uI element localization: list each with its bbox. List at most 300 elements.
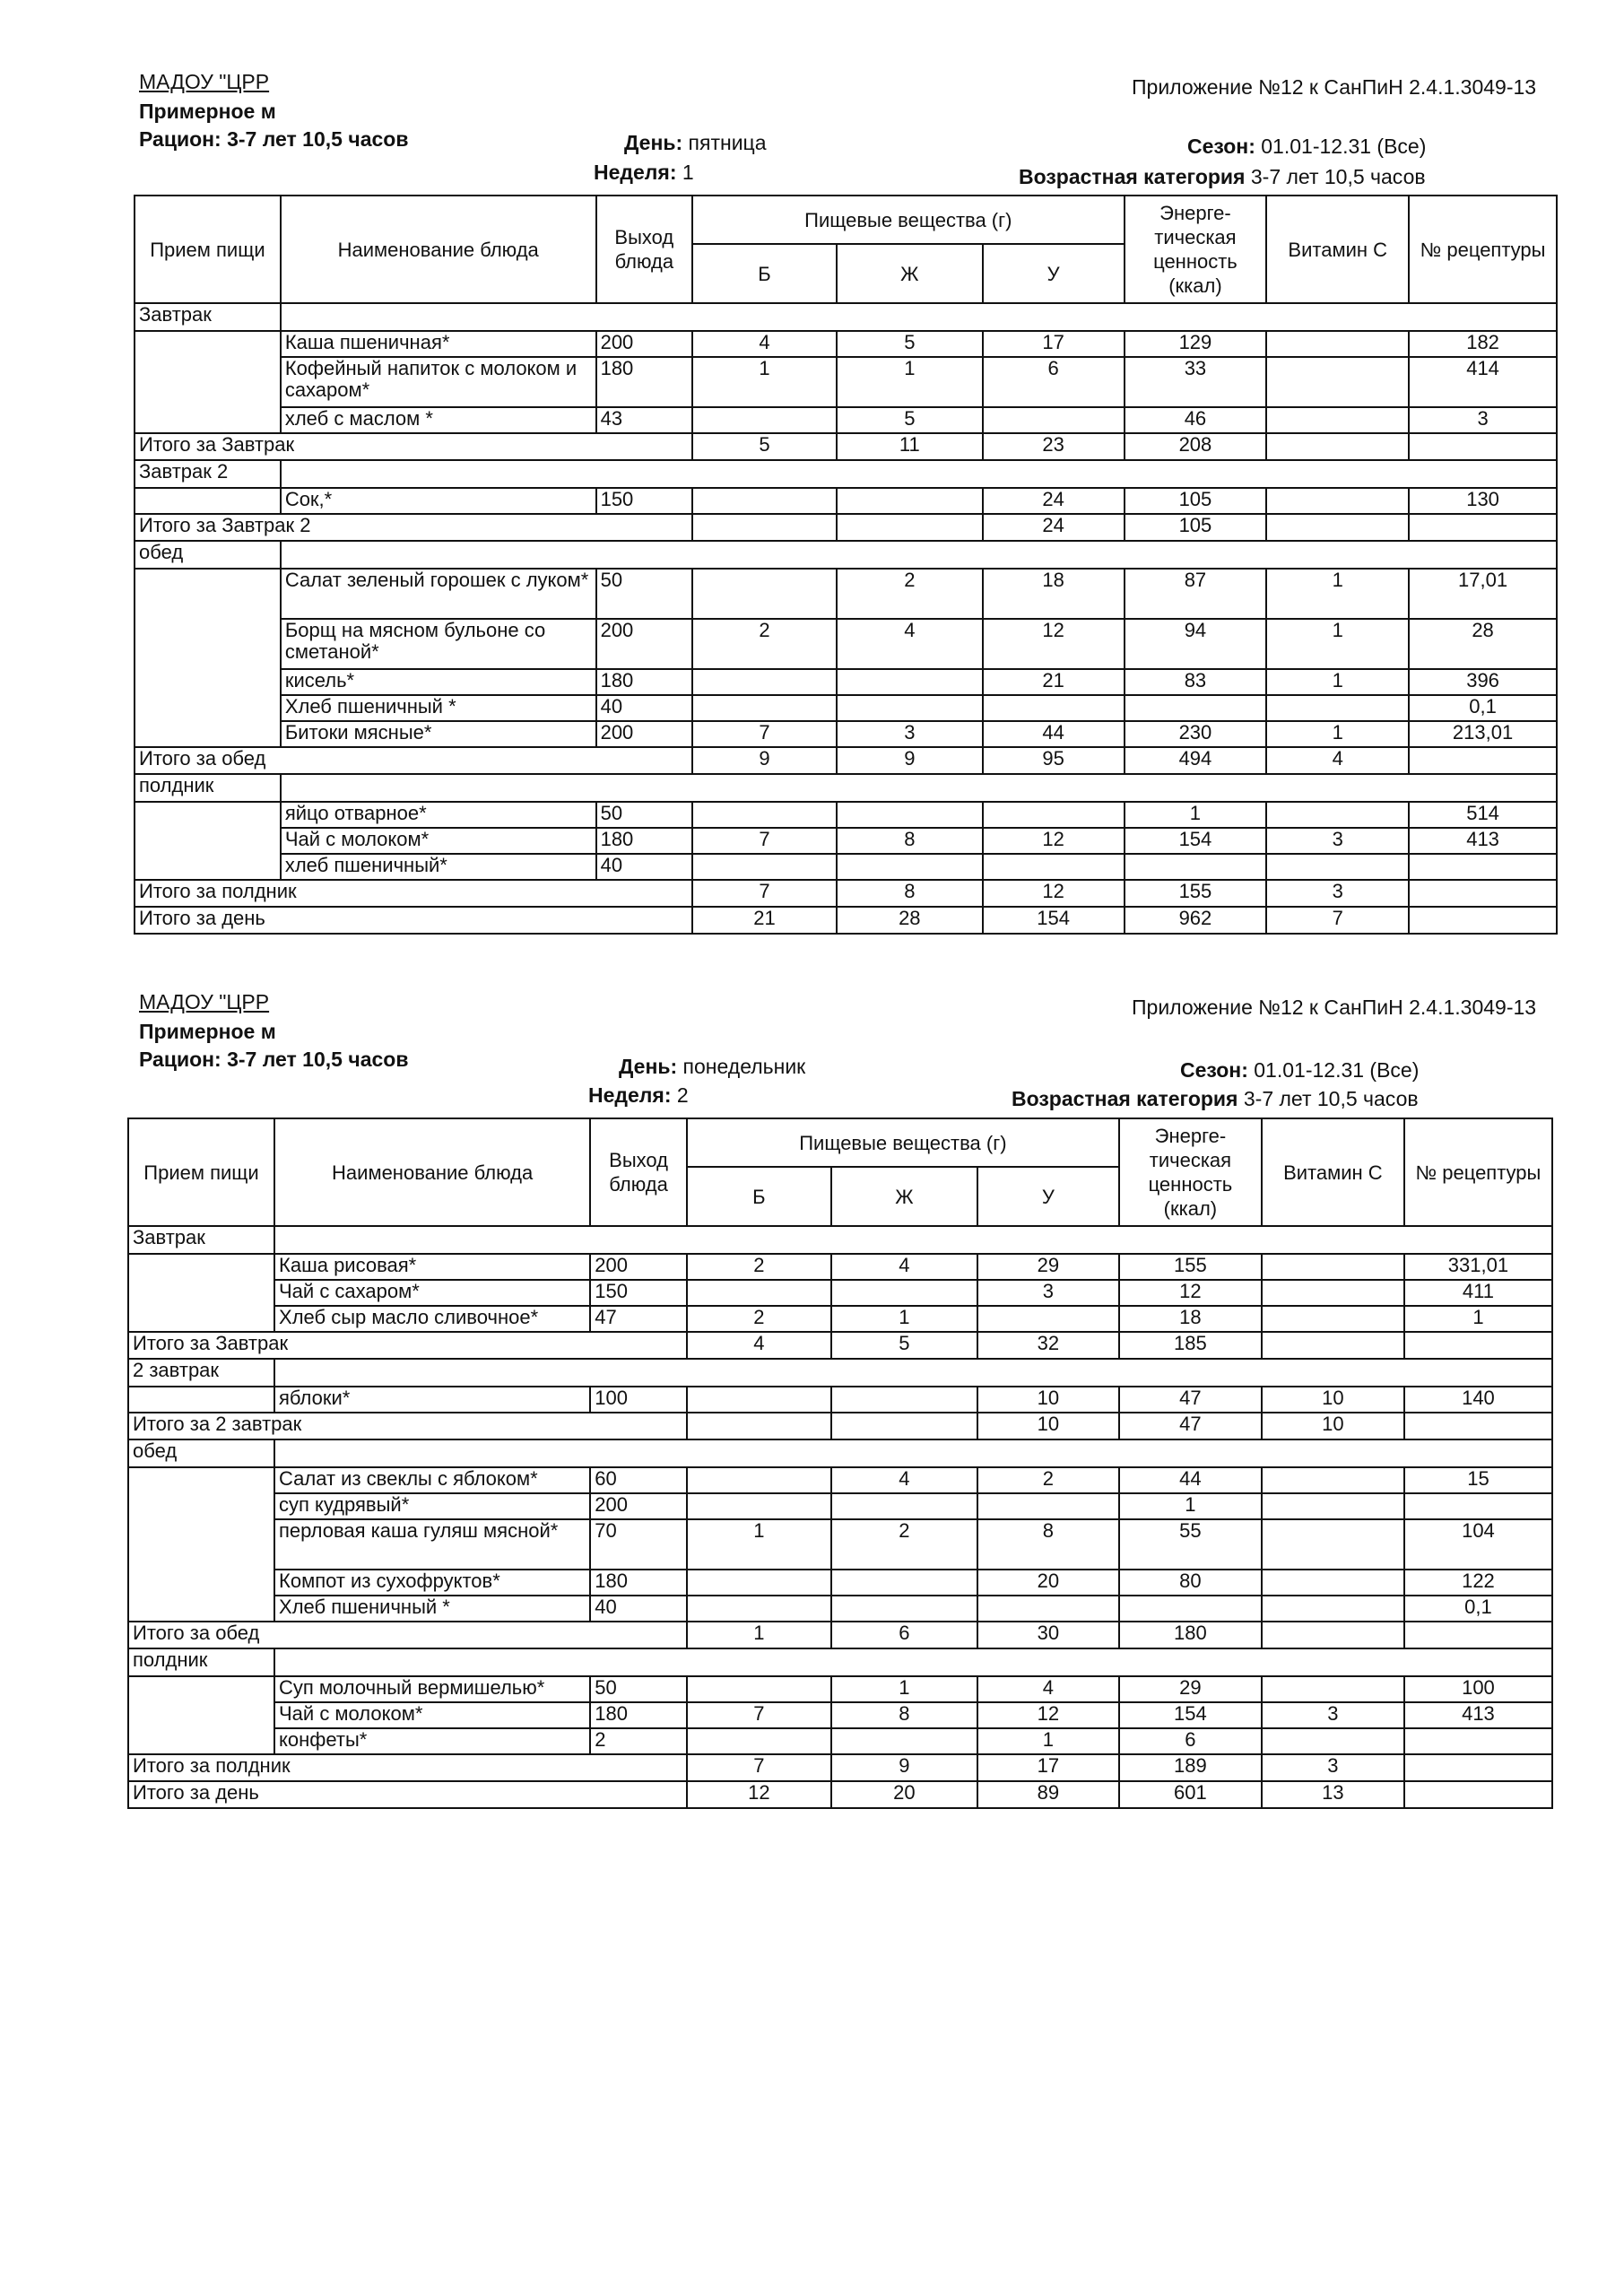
age-category-field: Возрастная категория 3-7 лет 10,5 часов [1012,1087,1419,1110]
dish-carbohydrate: 12 [977,1702,1119,1728]
dish-recipe-number: 28 [1409,619,1557,669]
dish-carbohydrate: 21 [983,669,1125,695]
meal-spacer [274,1439,1552,1467]
dish-yield: 180 [590,1570,687,1596]
dish-recipe-number: 514 [1409,802,1557,828]
dish-yield: 200 [596,331,693,357]
dish-name: Чай с молоком* [281,828,596,854]
dish-yield: 200 [590,1254,687,1280]
dish-fat: 2 [837,569,983,619]
meal-column-blank [128,1728,274,1754]
dish-recipe-number: 213,01 [1409,721,1557,747]
meal-section-row [128,1439,1552,1467]
dish-yield: 100 [590,1387,687,1413]
total-recipe-number [1404,1754,1552,1781]
dish-energy: 230 [1125,721,1267,747]
dish-protein: 1 [687,1519,831,1570]
total-row [135,880,1557,907]
header-vitamin-c: Витамин С [1266,196,1409,303]
dish-yield: 43 [596,407,693,433]
dish-row [135,619,1557,669]
total-carbohydrate: 32 [977,1332,1119,1359]
total-carbohydrate: 23 [983,433,1125,460]
meal-column-blank [135,619,281,669]
dish-protein [692,669,837,695]
day-value: пятница [688,131,767,154]
menu-table [127,1118,1553,1809]
total-fat: 20 [831,1781,977,1808]
total-vitamin-c: 3 [1266,880,1409,907]
dish-protein [687,1280,831,1306]
dish-yield: 70 [590,1519,687,1570]
dish-name: яблоки* [274,1387,590,1413]
dish-carbohydrate [983,802,1125,828]
dish-yield: 150 [596,488,693,514]
header-row [128,1118,1552,1167]
total-protein: 12 [687,1781,831,1808]
dish-protein [692,569,837,619]
dish-row [128,1596,1552,1622]
total-protein: 4 [687,1332,831,1359]
dish-row [135,721,1557,747]
dish-yield: 40 [590,1596,687,1622]
dish-carbohydrate: 12 [983,619,1125,669]
dish-carbohydrate [977,1493,1119,1519]
dish-recipe-number: 122 [1404,1570,1552,1596]
meal-column-blank [128,1306,274,1332]
dish-name: хлеб пшеничный* [281,854,596,880]
dish-protein [692,854,837,880]
dish-row [128,1493,1552,1519]
dish-yield: 50 [596,569,693,619]
meal-spacer [274,1359,1552,1387]
dish-vitamin-c [1262,1570,1404,1596]
dish-row [128,1254,1552,1280]
dish-energy: 1 [1125,802,1267,828]
header-energy: Энерге-тическая ценность (ккал) [1125,196,1267,303]
dish-protein [692,488,837,514]
dish-name: Чай с сахаром* [274,1280,590,1306]
age-category-value: 3-7 лет 10,5 часов [1243,1087,1419,1110]
dish-vitamin-c [1262,1519,1404,1570]
total-vitamin-c: 10 [1262,1413,1404,1439]
meal-spacer [281,541,1557,569]
dish-protein [687,1676,831,1702]
dish-protein [687,1387,831,1413]
header-yield: Выход блюда [596,196,693,303]
total-fat: 11 [837,433,983,460]
dish-fat: 5 [837,331,983,357]
dish-recipe-number: 1 [1404,1306,1552,1332]
dish-carbohydrate: 20 [977,1570,1119,1596]
total-label: Итого за полдник [135,880,692,907]
header-vitamin-c: Витамин С [1262,1118,1404,1226]
meal-column-blank [128,1570,274,1596]
total-vitamin-c: 3 [1262,1754,1404,1781]
meal-section-row [135,541,1557,569]
meal-section-row [128,1359,1552,1387]
dish-protein [687,1728,831,1754]
dish-yield: 50 [590,1676,687,1702]
dish-fat: 4 [837,619,983,669]
dish-row [128,1676,1552,1702]
dish-carbohydrate [977,1596,1119,1622]
dish-vitamin-c: 1 [1266,619,1409,669]
total-fat: 6 [831,1622,977,1648]
total-energy: 47 [1119,1413,1262,1439]
total-carbohydrate: 95 [983,747,1125,774]
day-value: понедельник [682,1055,806,1078]
meal-spacer [274,1648,1552,1676]
total-carbohydrate: 24 [983,514,1125,541]
total-recipe-number [1409,880,1557,907]
total-row [135,907,1557,934]
dish-recipe-number [1409,854,1557,880]
dish-recipe-number: 413 [1409,828,1557,854]
dish-yield: 200 [596,721,693,747]
dish-energy [1119,1596,1262,1622]
dish-recipe-number: 3 [1409,407,1557,433]
meal-column-blank [135,695,281,721]
meal-name: обед [135,541,281,569]
total-row [128,1754,1552,1781]
meal-column-blank [135,828,281,854]
dish-energy: 105 [1125,488,1267,514]
document-type: Примерное м [139,1020,276,1043]
header-recipe-number: № рецептуры [1404,1118,1552,1226]
dish-fat [837,854,983,880]
dish-row [135,695,1557,721]
dish-yield: 200 [590,1493,687,1519]
menu-table [134,195,1558,935]
dish-name: перловая каша гуляш мясной* [274,1519,590,1570]
annex-reference: Приложение №12 к СанПиН 2.4.1.3049-13 [1132,996,1537,1019]
header-carbohydrate: У [983,244,1125,303]
total-label: Итого за 2 завтрак [128,1413,687,1439]
dish-recipe-number: 100 [1404,1676,1552,1702]
total-label: Итого за обед [135,747,692,774]
dish-energy: 55 [1119,1519,1262,1570]
dish-name: Компот из сухофруктов* [274,1570,590,1596]
total-row [128,1622,1552,1648]
total-recipe-number [1409,747,1557,774]
dish-carbohydrate: 4 [977,1676,1119,1702]
total-energy: 601 [1119,1781,1262,1808]
dish-recipe-number: 396 [1409,669,1557,695]
total-protein: 21 [692,907,837,934]
dish-row [135,569,1557,619]
dish-vitamin-c: 1 [1266,721,1409,747]
age-category-value: 3-7 лет 10,5 часов [1250,165,1426,188]
meal-column-blank [128,1702,274,1728]
dish-energy: 87 [1125,569,1267,619]
dish-row [128,1519,1552,1570]
dish-recipe-number: 182 [1409,331,1557,357]
meal-column-blank [128,1387,274,1413]
total-recipe-number [1404,1781,1552,1808]
dish-recipe-number: 414 [1409,357,1557,407]
dish-carbohydrate [983,407,1125,433]
total-row [128,1413,1552,1439]
meal-name: 2 завтрак [128,1359,274,1387]
week-value: 2 [676,1083,689,1107]
total-label: Итого за Завтрак 2 [135,514,692,541]
total-row [128,1781,1552,1808]
dish-vitamin-c [1262,1254,1404,1280]
dish-energy: 155 [1119,1254,1262,1280]
dish-energy: 12 [1119,1280,1262,1306]
dish-fat [831,1596,977,1622]
dish-yield: 180 [590,1702,687,1728]
meal-column-blank [135,357,281,407]
header-energy: Энерге-тическая ценность (ккал) [1119,1118,1262,1226]
total-carbohydrate: 154 [983,907,1125,934]
header-dish-name: Наименование блюда [281,196,596,303]
total-energy: 189 [1119,1754,1262,1781]
total-protein: 7 [687,1754,831,1781]
dish-yield: 47 [590,1306,687,1332]
meal-column-blank [128,1280,274,1306]
dish-energy: 154 [1125,828,1267,854]
meal-name: Завтрак [128,1226,274,1254]
meal-section-row [135,774,1557,802]
dish-vitamin-c [1266,357,1409,407]
dish-fat: 1 [837,357,983,407]
dish-name: кисель* [281,669,596,695]
dish-energy: 6 [1119,1728,1262,1754]
total-recipe-number [1404,1622,1552,1648]
dish-recipe-number: 104 [1404,1519,1552,1570]
meal-spacer [274,1226,1552,1254]
dish-name: Хлеб пшеничный * [274,1596,590,1622]
total-label: Итого за полдник [128,1754,687,1781]
dish-recipe-number: 411 [1404,1280,1552,1306]
dish-recipe-number: 0,1 [1409,695,1557,721]
dish-fat [837,669,983,695]
season-field: Сезон: 01.01-12.31 (Все) [1187,135,1427,158]
dish-vitamin-c: 3 [1262,1702,1404,1728]
dish-yield: 180 [596,828,693,854]
dish-vitamin-c [1262,1676,1404,1702]
dish-vitamin-c [1266,488,1409,514]
total-vitamin-c: 13 [1262,1781,1404,1808]
dish-fat [831,1280,977,1306]
total-recipe-number [1404,1332,1552,1359]
dish-row [135,828,1557,854]
total-carbohydrate: 17 [977,1754,1119,1781]
meal-column-blank [135,802,281,828]
dish-energy: 1 [1119,1493,1262,1519]
meal-column-blank [135,669,281,695]
total-vitamin-c [1266,433,1409,460]
total-energy: 494 [1125,747,1267,774]
header-nutrients: Пищевые вещества (г) [687,1118,1119,1167]
dish-energy: 94 [1125,619,1267,669]
dish-fat [837,488,983,514]
meal-section-row [128,1648,1552,1676]
dish-recipe-number: 413 [1404,1702,1552,1728]
total-carbohydrate: 30 [977,1622,1119,1648]
total-protein [692,514,837,541]
total-recipe-number [1409,907,1557,934]
total-recipe-number [1409,433,1557,460]
header-yield: Выход блюда [590,1118,687,1226]
week-field: Неделя: 1 [594,161,694,184]
season-value: 01.01-12.31 (Все) [1261,135,1427,158]
dish-vitamin-c [1262,1596,1404,1622]
dish-name: Чай с молоком* [274,1702,590,1728]
dish-name: Битоки мясные* [281,721,596,747]
dish-name: Сок,* [281,488,596,514]
dish-vitamin-c: 1 [1266,669,1409,695]
dish-row [128,1387,1552,1413]
dish-carbohydrate [983,854,1125,880]
dish-vitamin-c [1262,1306,1404,1332]
dish-name: хлеб с маслом * [281,407,596,433]
total-row [135,747,1557,774]
meal-spacer [281,774,1557,802]
total-energy: 185 [1119,1332,1262,1359]
total-recipe-number [1404,1413,1552,1439]
header-fat: Ж [837,244,983,303]
header-meal: Прием пищи [135,196,281,303]
organization-name: МАДОУ "ЦРР [139,70,270,93]
meal-column-blank [128,1519,274,1570]
dish-vitamin-c: 3 [1266,828,1409,854]
dish-yield: 180 [596,357,693,407]
dish-carbohydrate: 3 [977,1280,1119,1306]
header-protein: Б [692,244,837,303]
total-fat: 28 [837,907,983,934]
dish-fat: 1 [831,1306,977,1332]
week-field: Неделя: 2 [588,1083,689,1107]
dish-yield: 200 [596,619,693,669]
header-recipe-number: № рецептуры [1409,196,1557,303]
dish-vitamin-c: 1 [1266,569,1409,619]
total-protein: 5 [692,433,837,460]
age-category-field: Возрастная категория 3-7 лет 10,5 часов [1019,165,1426,188]
total-vitamin-c: 7 [1266,907,1409,934]
dish-name: Кофейный напиток с молоком и сахаром* [281,357,596,407]
dish-fat: 5 [837,407,983,433]
total-fat: 9 [837,747,983,774]
total-protein [687,1413,831,1439]
dish-carbohydrate: 8 [977,1519,1119,1570]
meal-column-blank [135,407,281,433]
dish-protein [687,1596,831,1622]
dish-row [128,1280,1552,1306]
dish-vitamin-c [1266,407,1409,433]
dish-name: Хлеб пшеничный * [281,695,596,721]
dish-fat [831,1493,977,1519]
total-label: Итого за обед [128,1622,687,1648]
total-fat: 8 [837,880,983,907]
dish-protein: 7 [692,721,837,747]
dish-vitamin-c [1262,1280,1404,1306]
dish-protein: 7 [687,1702,831,1728]
header-fat: Ж [831,1167,977,1226]
dish-row [135,407,1557,433]
dish-protein [687,1493,831,1519]
total-carbohydrate: 10 [977,1413,1119,1439]
total-label: Итого за день [128,1781,687,1808]
total-energy: 180 [1119,1622,1262,1648]
dish-fat: 2 [831,1519,977,1570]
dish-recipe-number: 331,01 [1404,1254,1552,1280]
dish-carbohydrate [977,1306,1119,1332]
dish-vitamin-c [1266,695,1409,721]
dish-yield: 60 [590,1467,687,1493]
total-fat [837,514,983,541]
dish-vitamin-c [1262,1728,1404,1754]
dish-name: Салат зеленый горошек с луком* [281,569,596,619]
dish-yield: 40 [596,854,693,880]
meal-section-row [128,1226,1552,1254]
dish-row [128,1467,1552,1493]
header-nutrients: Пищевые вещества (г) [692,196,1124,244]
dish-protein [692,695,837,721]
meal-column-blank [135,721,281,747]
dish-carbohydrate: 44 [983,721,1125,747]
dish-row [135,669,1557,695]
dish-fat [837,695,983,721]
meal-name: полдник [128,1648,274,1676]
dish-yield: 150 [590,1280,687,1306]
total-energy: 105 [1125,514,1267,541]
total-protein: 1 [687,1622,831,1648]
dish-recipe-number [1404,1493,1552,1519]
dish-fat [837,802,983,828]
meal-section-row [135,303,1557,331]
dish-recipe-number [1404,1728,1552,1754]
dish-carbohydrate: 10 [977,1387,1119,1413]
meal-name: Завтрак [135,303,281,331]
dish-yield: 180 [596,669,693,695]
total-label: Итого за день [135,907,692,934]
dish-energy: 129 [1125,331,1267,357]
dish-name: яйцо отварное* [281,802,596,828]
total-label: Итого за Завтрак [135,433,692,460]
dish-energy: 83 [1125,669,1267,695]
meal-column-blank [135,854,281,880]
dish-name: суп кудрявый* [274,1493,590,1519]
meal-name: обед [128,1439,274,1467]
dish-name: Суп молочный вермишелью* [274,1676,590,1702]
dish-name: Борщ на мясном бульоне со сметаной* [281,619,596,669]
dish-fat [831,1387,977,1413]
dish-recipe-number: 0,1 [1404,1596,1552,1622]
dish-carbohydrate: 6 [983,357,1125,407]
dish-carbohydrate: 18 [983,569,1125,619]
dish-energy: 33 [1125,357,1267,407]
meal-section-row [135,460,1557,488]
total-fat [831,1413,977,1439]
dish-row [128,1728,1552,1754]
total-vitamin-c: 4 [1266,747,1409,774]
dish-protein [687,1570,831,1596]
dish-row [135,802,1557,828]
dish-protein [692,802,837,828]
meal-column-blank [135,569,281,619]
dish-name: Каша пшеничная* [281,331,596,357]
dish-fat [831,1570,977,1596]
dish-carbohydrate: 1 [977,1728,1119,1754]
total-row [135,433,1557,460]
dish-recipe-number: 17,01 [1409,569,1557,619]
dish-fat: 3 [837,721,983,747]
dish-protein: 2 [687,1306,831,1332]
dish-energy [1125,695,1267,721]
